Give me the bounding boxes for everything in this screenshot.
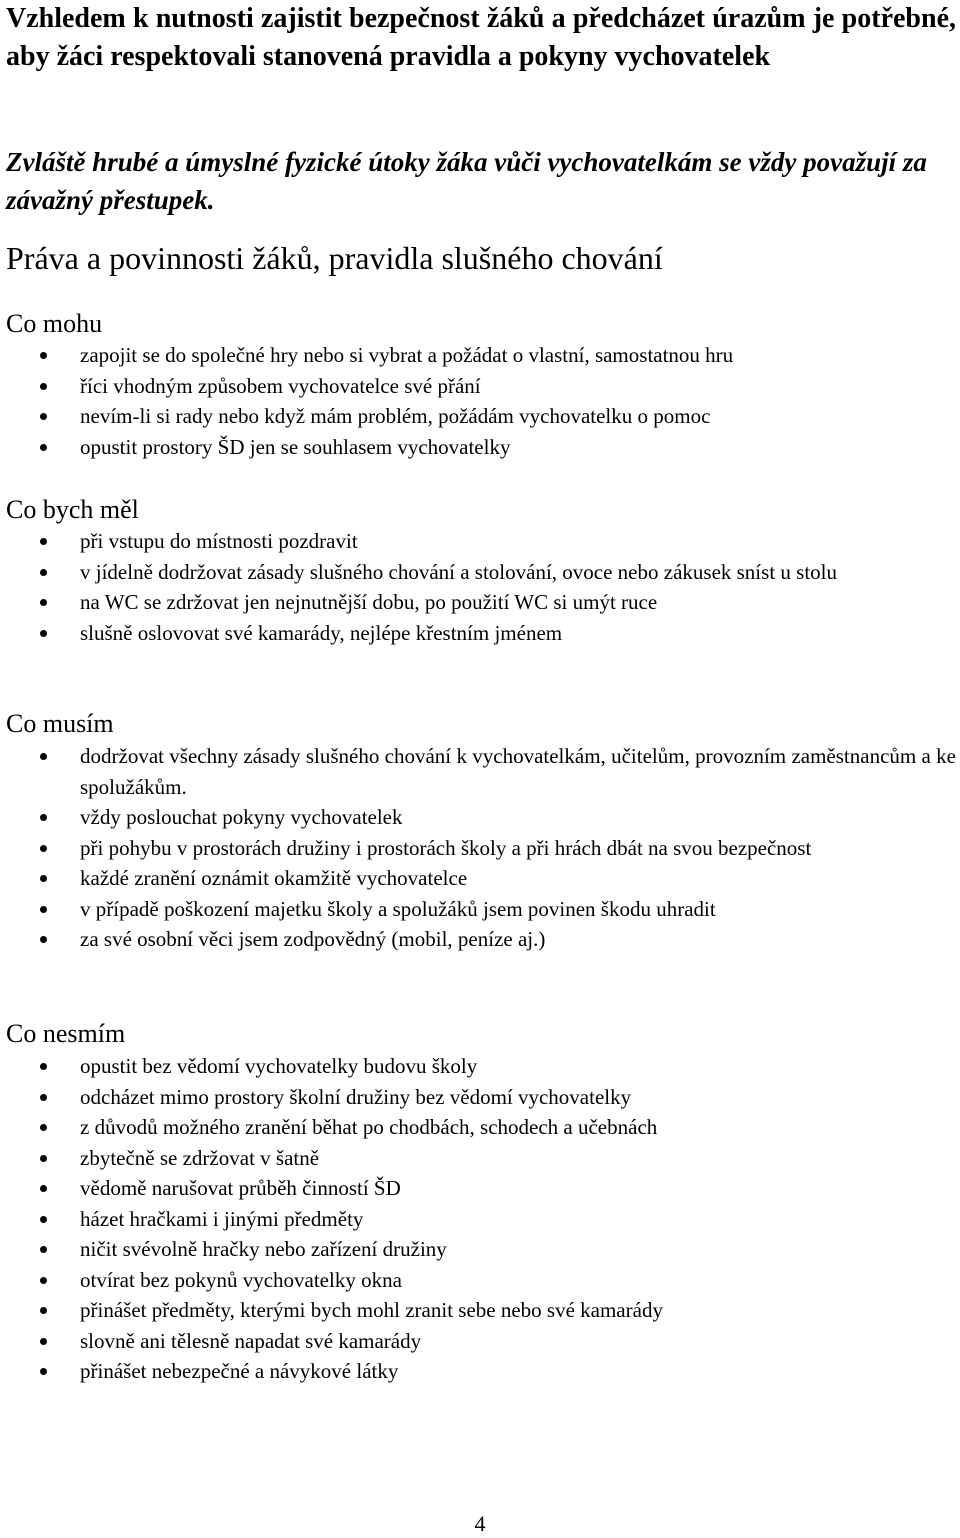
list-item: na WC se zdržovat jen nejnutnější dobu, po použití WC si umýt ruce	[0, 587, 960, 618]
bullet-icon	[40, 444, 47, 451]
bullet-icon	[40, 352, 47, 359]
bullet-icon	[40, 753, 47, 760]
bullet-icon	[40, 814, 47, 821]
bullet-icon	[40, 1368, 47, 1375]
bullet-icon	[40, 1216, 47, 1223]
bullet-list-co-mohu	[0, 340, 960, 462]
list-item: slovně ani tělesně napadat své kamarády	[0, 1326, 960, 1357]
list-item: v případě poškození majetku školy a spolužáků jsem povinen škodu uhradit	[0, 894, 960, 925]
bullet-icon	[40, 413, 47, 420]
bullet-icon	[40, 1246, 47, 1253]
bullet-icon	[40, 1307, 47, 1314]
list-item: přinášet předměty, kterými bych mohl zranit sebe nebo své kamarády	[0, 1295, 960, 1326]
bullet-icon	[40, 906, 47, 913]
section-heading-co-mohu: Co mohu	[6, 309, 103, 338]
section-heading-co-musim: Co musím	[6, 709, 114, 738]
list-item: dodržovat všechny zásady slušného chování k vychovatelkám, učitelům, provozním zaměstnancům a ke spolužákům.	[0, 741, 960, 802]
list-item: ničit svévolně hračky nebo zařízení družiny	[0, 1234, 960, 1265]
bullet-icon	[40, 845, 47, 852]
list-item: přinášet nebezpečné a návykové látky	[0, 1356, 960, 1387]
list-item: opustit prostory ŠD jen se souhlasem vychovatelky	[0, 432, 960, 463]
bullet-icon	[40, 1185, 47, 1192]
section-heading-co-nesmim: Co nesmím	[6, 1019, 126, 1048]
intro-warning: Zvláště hrubé a úmyslné fyzické útoky žáka vůči vychovatelkám se vždy považují za závažný přestupek.	[6, 147, 927, 215]
list-item: házet hračkami i jinými předměty	[0, 1204, 960, 1235]
bullet-icon	[40, 936, 47, 943]
list-item: odcházet mimo prostory školní družiny bez vědomí vychovatelky	[0, 1082, 960, 1113]
page-number: 4	[474, 1511, 486, 1536]
bullet-icon	[40, 599, 47, 606]
list-item: při pohybu v prostorách družiny i prostorách školy a při hrách dbát na svou bezpečnost	[0, 833, 960, 864]
list-item: slušně oslovovat své kamarády, nejlépe křestním jménem	[0, 618, 960, 649]
section-heading-co-bych-mel: Co bych měl	[6, 495, 139, 524]
bullet-icon	[40, 569, 47, 576]
bullet-icon	[40, 1338, 47, 1345]
list-item: každé zranění oznámit okamžitě vychovatelce	[0, 863, 960, 894]
bullet-icon	[40, 1124, 47, 1131]
bullet-icon	[40, 630, 47, 637]
bullet-icon	[40, 538, 47, 545]
list-item: zapojit se do společné hry nebo si vybrat a požádat o vlastní, samostatnou hru	[0, 340, 960, 371]
list-item: z důvodů možného zranění běhat po chodbách, schodech a učebnách	[0, 1112, 960, 1143]
bullet-list-co-nesmim	[0, 1051, 960, 1387]
bullet-icon	[40, 875, 47, 882]
list-item: vědomě narušovat průběh činností ŠD	[0, 1173, 960, 1204]
list-item: nevím-li si rady nebo když mám problém, požádám vychovatelku o pomoc	[0, 401, 960, 432]
intro-paragraph: Vzhledem k nutnosti zajistit bezpečnost žáků a předcházet úrazům je potřebné, aby žáci respektovali stanovená pravidla a pokyny vychovatelek	[6, 3, 956, 72]
bullet-icon	[40, 1277, 47, 1284]
bullet-list-co-bych-mel	[0, 526, 960, 648]
bullet-icon	[40, 1094, 47, 1101]
list-item: při vstupu do místnosti pozdravit	[0, 526, 960, 557]
bullet-list-co-musim	[0, 741, 960, 955]
list-item: vždy poslouchat pokyny vychovatelek	[0, 802, 960, 833]
bullet-icon	[40, 1063, 47, 1070]
list-item: opustit bez vědomí vychovatelky budovu školy	[0, 1051, 960, 1082]
list-item: říci vhodným způsobem vychovatelce své přání	[0, 371, 960, 402]
list-item: v jídelně dodržovat zásady slušného chování a stolování, ovoce nebo zákusek sníst u stolu	[0, 557, 960, 588]
bullet-icon	[40, 1155, 47, 1162]
page-title: Práva a povinnosti žáků, pravidla slušného chování	[6, 240, 663, 276]
bullet-icon	[40, 383, 47, 390]
list-item: otvírat bez pokynů vychovatelky okna	[0, 1265, 960, 1296]
list-item: za své osobní věci jsem zodpovědný (mobil, peníze aj.)	[0, 924, 960, 955]
list-item: zbytečně se zdržovat v šatně	[0, 1143, 960, 1174]
